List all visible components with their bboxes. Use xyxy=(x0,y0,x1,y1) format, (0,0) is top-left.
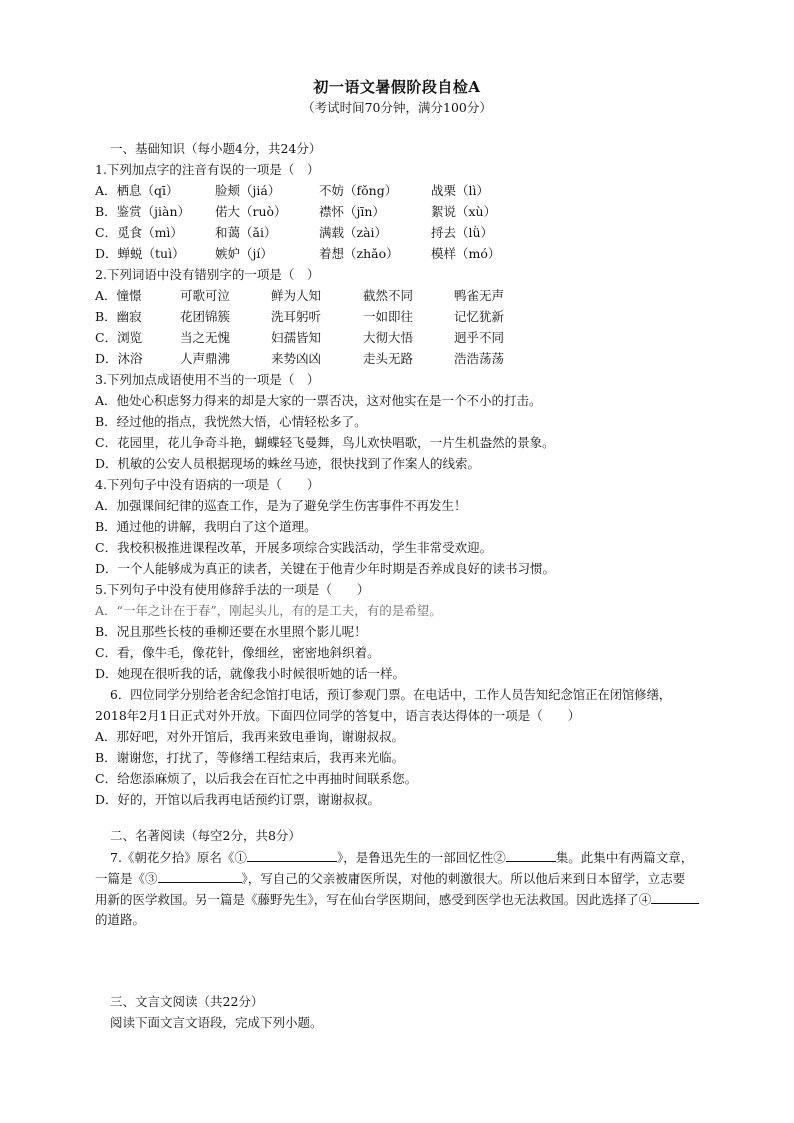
q2-option-d-3: 来势凶凶 xyxy=(271,351,322,366)
q7-text-1c: 集。此集中有两篇文章， xyxy=(555,850,694,865)
q2-option-b-2: 花团锦簇 xyxy=(180,309,231,324)
q4-option-a: A．加强课间纪律的巡查工作，是为了避免学生伤害事件不再发生！ xyxy=(95,498,467,513)
q2-option-c xyxy=(95,329,555,347)
q7-blank-1[interactable] xyxy=(247,848,337,862)
q7-text-1b: 》，是鲁迅先生的一部回忆性② xyxy=(336,850,506,865)
q1-option-b-1: B．鉴赏（jiàn） xyxy=(95,204,191,219)
q1-option-c-4: 捋去（lǜ） xyxy=(431,225,494,240)
q7-line2 xyxy=(95,869,685,888)
q6-option-b: B．谢谢您，打扰了，等修缮工程结束后，我再来光临。 xyxy=(95,750,405,765)
q2-option-c-2: 当之无愧 xyxy=(180,330,231,345)
section2-heading: 二、名著阅读（每空2分，共8分） xyxy=(110,828,301,843)
q1-option-a-2: 脸颊（jiá） xyxy=(215,183,281,198)
page-subtitle: （考试时间70分钟，满分100分） xyxy=(302,100,492,115)
q7-blank-3[interactable] xyxy=(158,869,242,883)
q7-blank-2[interactable] xyxy=(506,848,556,862)
q1-option-d-3: 着想（zhǎo） xyxy=(319,246,399,261)
q7-text-3: 用新的医学救国。另一篇是《藤野先生》，写在仙台学医期间，感受到医学也无法救国。因此选择了④ xyxy=(95,892,652,907)
q4-option-c: C．我校积极推进课程改革，开展多项综合实践活动，学生非常受欢迎。 xyxy=(95,540,493,555)
q2-option-a-2: 可歌可泣 xyxy=(180,288,231,303)
q6-option-d: D．好的，开馆以后我再电话预约订票，谢谢叔叔。 xyxy=(95,792,381,807)
q2-option-a xyxy=(95,287,555,305)
section3-heading: 三、文言文阅读（共22分） xyxy=(110,994,264,1009)
q2-option-c-1: C．浏览 xyxy=(95,330,143,345)
q3-option-d: D．机敏的公安人员根据现场的蛛丝马迹，很快找到了作案人的线索。 xyxy=(95,456,481,471)
q6-option-a: A．那好吧，对外开馆后，我再来致电垂询，谢谢叔叔。 xyxy=(95,729,405,744)
q4-option-b: B．通过他的讲解，我明白了这个道理。 xyxy=(95,519,317,534)
q2-option-c-5: 迥乎不同 xyxy=(454,330,505,345)
q2-option-d-5: 浩浩荡荡 xyxy=(454,351,505,366)
q5-option-b: B．况且那些长枝的垂柳还要在水里照个影儿呢！ xyxy=(95,624,367,639)
q1-option-a-3: 不妨（fǒng） xyxy=(319,183,398,198)
q2-option-a-3: 鲜为人知 xyxy=(271,288,322,303)
q2-option-d-2: 人声鼎沸 xyxy=(180,351,231,366)
q2-option-d-4: 走头无路 xyxy=(363,351,414,366)
q2-option-d-1: D．沐浴 xyxy=(95,351,143,366)
q1-option-d-2: 嫉妒（jí） xyxy=(215,246,273,261)
q4-stem: 4.下列句子中没有语病的一项是（ ） xyxy=(95,477,320,492)
q1-option-d-1: D．蝉蜕（tuì） xyxy=(95,246,185,261)
q2-option-b-5: 记忆犹新 xyxy=(454,309,505,324)
q7-text-1a: 7.《朝花夕拾》原名《① xyxy=(110,850,247,865)
q6-stem-line2: 2018年2月1日正式对外开放。下面四位同学的答复中，语言表达得体的一项是（ ） xyxy=(95,708,581,723)
q3-option-b: B．经过他的指点，我恍然大悟，心情轻松多了。 xyxy=(95,414,367,429)
q2-option-b xyxy=(95,308,555,326)
q6-option-c: C．给您添麻烦了，以后我会在百忙之中再抽时间联系您。 xyxy=(95,771,418,786)
q1-option-a-1: A．栖息（qī） xyxy=(95,183,179,198)
q3-stem: 3.下列加点成语使用不当的一项是（ ） xyxy=(95,372,320,387)
q1-option-d xyxy=(95,245,515,263)
q2-option-b-3: 洗耳躬听 xyxy=(271,309,322,324)
q5-option-d: D．她现在很听我的话，就像我小时候很听她的话一样。 xyxy=(95,666,406,681)
q2-option-c-4: 大彻大悟 xyxy=(363,330,414,345)
q5-option-a: A．“一年之计在于春”，刚起头儿，有的是工夫，有的是希望。 xyxy=(95,603,442,618)
q1-option-c xyxy=(95,224,515,242)
q2-option-b-4: 一如即往 xyxy=(363,309,414,324)
section3-intro: 阅读下面文言文语段，完成下列小题。 xyxy=(110,1015,323,1030)
q1-option-b xyxy=(95,203,515,221)
q7-text-2b: 》，写自己的父亲被庸医所误，对他的刺激很大。所以他后来到日本留学，立志要 xyxy=(241,871,686,886)
q4-option-d: D．一个人能够成为真正的读者，关键在于他青少年时期是否养成良好的读书习惯。 xyxy=(95,561,556,576)
q3-option-c: C．花园里，花儿争奇斗艳，蝴蝶轻飞曼舞，鸟儿欢快唱歌，一片生机盎然的景象。 xyxy=(95,435,555,450)
q1-stem: 1.下列加点字的注音有误的一项是（ ） xyxy=(95,162,320,177)
q7-text-2a: 一篇是《③ xyxy=(95,871,158,886)
page-title: 初一语文暑假阶段自检A xyxy=(313,78,481,96)
q1-option-a-4: 战栗（lì） xyxy=(431,183,489,198)
q7-line3 xyxy=(95,890,699,909)
q2-option-a-5: 鸭雀无声 xyxy=(454,288,505,303)
q7-line4: 的道路。 xyxy=(95,912,146,927)
q2-option-b-1: B．幽寂 xyxy=(95,309,142,324)
q1-option-a xyxy=(95,182,515,200)
q2-stem: 2.下列词语中没有错别字的一项是（ ） xyxy=(95,267,320,282)
q1-option-c-3: 满载（zài） xyxy=(319,225,388,240)
q1-option-b-2: 偌大（ruò） xyxy=(215,204,287,219)
q6-stem-line1: 6．四位同学分别给老舍纪念馆打电话，预订参观门票。在电话中，工作人员告知纪念馆正在闭馆修缮， xyxy=(110,688,672,702)
section1-heading: 一、基础知识（每小题4分，共24分） xyxy=(110,141,322,156)
q1-option-d-4: 模样（mó） xyxy=(431,246,501,261)
q2-option-a-4: 截然不同 xyxy=(363,288,414,303)
q2-option-d xyxy=(95,350,555,368)
q1-option-c-2: 和蔼（ǎi） xyxy=(215,225,277,240)
q2-option-c-3: 妇孺皆知 xyxy=(271,330,322,345)
q1-option-c-1: C．觅食（mì） xyxy=(95,225,183,240)
q2-option-a-1: A．憧憬 xyxy=(95,288,142,303)
q1-option-b-3: 襟怀（jīn） xyxy=(319,204,385,219)
q5-option-c: C．看，像牛毛，像花针，像细丝，密密地斜织着。 xyxy=(95,645,380,660)
q3-option-a: A．他处心积虑努力得来的却是大家的一票否决，这对他实在是一个不小的打击。 xyxy=(95,393,542,408)
q1-option-b-4: 絮说（xù） xyxy=(431,204,497,219)
q5-stem: 5.下列句子中没有使用修辞手法的一项是（ ） xyxy=(95,582,370,597)
q7-line1 xyxy=(110,848,693,867)
q7-blank-4[interactable] xyxy=(651,890,699,904)
